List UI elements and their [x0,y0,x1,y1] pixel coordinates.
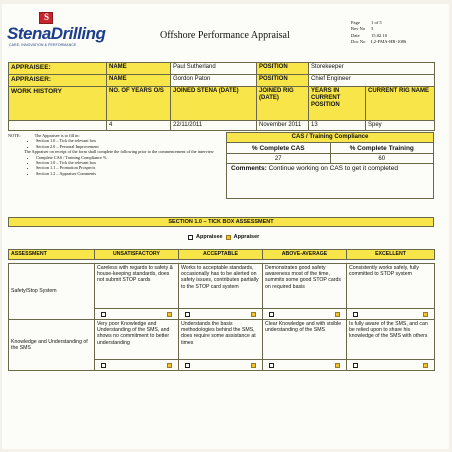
sms-excellent: Is fully aware of the SMS, and can be relied upon to share his knowledge of the SMS with others [347,320,435,360]
legend-appraiser: Appraiser [233,234,260,240]
meta-key: Rev No [351,26,366,32]
years-position-field[interactable]: 13 [309,121,366,131]
appraisee-box-icon [188,235,193,240]
appraisee-position-field[interactable]: Storekeeper [309,63,435,75]
appraiser-position-label: POSITION [257,75,309,87]
stena-logo [7,12,106,47]
pct-training-label: % Complete Training [330,142,434,153]
meta-key: Page [351,20,360,25]
logo-mark: S [44,12,50,22]
sms-excellent-ticks [347,360,435,371]
safety-excellent: Consistently works safely, fully committed to STOP system [347,264,435,309]
sms-above-average-ticks [263,360,347,371]
appraiser-name-label: NAME [107,75,171,87]
pct-cas-field[interactable]: 27 [227,153,330,163]
meta-value: 3 [371,26,374,32]
header-excellent: EXCELLENT [347,250,435,260]
document-meta [351,20,441,46]
assessment-safety: Safety/Stop System [9,264,95,320]
meta-value: 1 of 5 [371,20,382,25]
joined-stena-label: JOINED STENA (DATE) [171,87,257,121]
safety-above-average-ticks [263,309,347,320]
note-paragraph: The Appraiser on receipt of the form shall complete the following prior to the commencement of the interview [24,149,214,155]
cas-values [227,153,433,163]
years-os-label: NO. OF YEARS O/S [107,87,171,121]
checkbox-appraisee[interactable] [353,363,358,368]
cas-heading: CAS / Training Compliance [227,133,433,142]
safety-unsatisfactory-ticks [95,309,179,320]
checkbox-appraisee[interactable] [269,312,274,317]
tick-legend [188,234,259,240]
safety-unsatisfactory: Careless with regards to safety & house-keeping standards, does not submit STOP cards [95,264,179,309]
appraiser-box-icon [226,235,231,240]
checkbox-appraisee[interactable] [101,363,106,368]
note-list-appraisee [36,138,227,149]
logo-text: StenaDrilling [7,24,106,43]
checkbox-appraisee[interactable] [101,312,106,317]
meta-row [351,39,441,45]
joined-rig-label: JOINED RIG (DATE) [257,87,309,121]
current-rig-label: CURRENT RIG NAME [366,87,435,121]
meta-value: L2-FMA-HR-1086 [371,39,407,45]
document-title: Offshore Performance Appraisal [160,30,290,41]
pct-training-field[interactable]: 60 [330,153,434,163]
header-assessment: ASSESSMENT [9,250,95,260]
checkbox-appraiser[interactable] [335,363,340,368]
note-label: NOTE: [8,133,21,138]
current-rig-field[interactable]: Spey [366,121,435,131]
meta-value: 15.02.10 [371,32,388,38]
checkbox-appraiser[interactable] [251,312,256,317]
logo-flag-icon [39,12,53,24]
sms-unsatisfactory-ticks [95,360,179,371]
list-item: • Complete CAS / Training Compliance % [36,155,227,160]
checkbox-appraiser[interactable] [423,363,428,368]
checkbox-appraiser[interactable] [335,312,340,317]
appraisee-name-label: NAME [107,63,171,75]
pct-cas-label: % Complete CAS [227,142,330,153]
note-intro: The Appraisee is to fill in: [34,133,80,138]
appraiser-position-field[interactable]: Chief Engineer [309,75,435,87]
instructions-note [8,133,227,217]
section-title: SECTION 1.0 – TICK BOX ASSESSMENT [8,217,434,227]
appraisal-info-table [8,62,435,131]
meta-key: Date [351,32,360,38]
safety-acceptable: Works to acceptable standards, occasionally has to be alerted on safety issues, contributes partially to the STOP card system [179,264,263,309]
checkbox-appraiser[interactable] [167,312,172,317]
sms-unsatisfactory: Very poor Knowledge and Understanding of the SMS, and shows no commitment to better understanding [95,320,179,360]
cas-comments[interactable] [227,163,433,198]
checkbox-appraiser[interactable] [167,363,172,368]
work-history-blank [9,121,107,131]
header-acceptable: ACCEPTABLE [179,250,263,260]
list-item: • Section 1.1 – Promotion Prospects [36,165,227,170]
list-item: • Section 1.2 – Appraiser Comments [36,171,227,176]
appraiser-label: APPRAISER: [9,75,107,87]
checkbox-appraisee[interactable] [185,312,190,317]
list-item: • Section 1.0 – Tick the relevant box [36,160,227,165]
checkbox-appraisee[interactable] [269,363,274,368]
joined-rig-field[interactable]: November 2011 [257,121,309,131]
legend-appraisee: Appraisee [196,234,223,240]
sms-above-average: Clear Knowledge and with visible understanding of the SMS [263,320,347,360]
comments-label: Comments: [231,165,267,172]
cas-labels [227,142,433,153]
assessment-sms: Knowledge and Understanding of the SMS [9,320,95,371]
years-os-field[interactable]: 4 [107,121,171,131]
appraisee-position-label: POSITION [257,63,309,75]
checkbox-appraisee[interactable] [185,363,190,368]
list-item: • Section 1.0 – Tick the relevant box [36,138,227,143]
years-position-label: YEARS IN CURRENT POSITION [309,87,366,121]
note-list-appraiser [36,155,227,177]
sms-acceptable: Understands the basis methodologies behind the SMS, does require some assistance at times [179,320,263,360]
joined-stena-field[interactable]: 22/11/2011 [171,121,257,131]
safety-excellent-ticks [347,309,435,320]
appraisee-label: APPRAISEE: [9,63,107,75]
safety-above-average: Demonstrates good safety awareness most of the time, summits some good STOP cards on required basis [263,264,347,309]
work-history-label: WORK HISTORY [9,87,107,121]
comments-text: Continue working on CAS to get it completed [268,165,398,172]
checkbox-appraiser[interactable] [251,363,256,368]
cas-training-compliance [226,132,434,199]
appraisal-page [2,4,449,449]
appraiser-name-field[interactable]: Gordon Paton [171,75,257,87]
header-above-average: ABOVE-AVERAGE [263,250,347,260]
sms-acceptable-ticks [179,360,263,371]
meta-key: Doc No [351,39,366,45]
logo-tagline: CARE, INNOVATION & PERFORMANCE [9,43,77,47]
appraisee-name-field[interactable]: Paul Sutherland [171,63,257,75]
header-unsatisfactory: UNSATISFACTORY [95,250,179,260]
checkbox-appraiser[interactable] [423,312,428,317]
safety-acceptable-ticks [179,309,263,320]
assessment-table [8,249,435,371]
list-item: • Section 2.0 – Personal Improvement [36,144,227,149]
checkbox-appraisee[interactable] [353,312,358,317]
